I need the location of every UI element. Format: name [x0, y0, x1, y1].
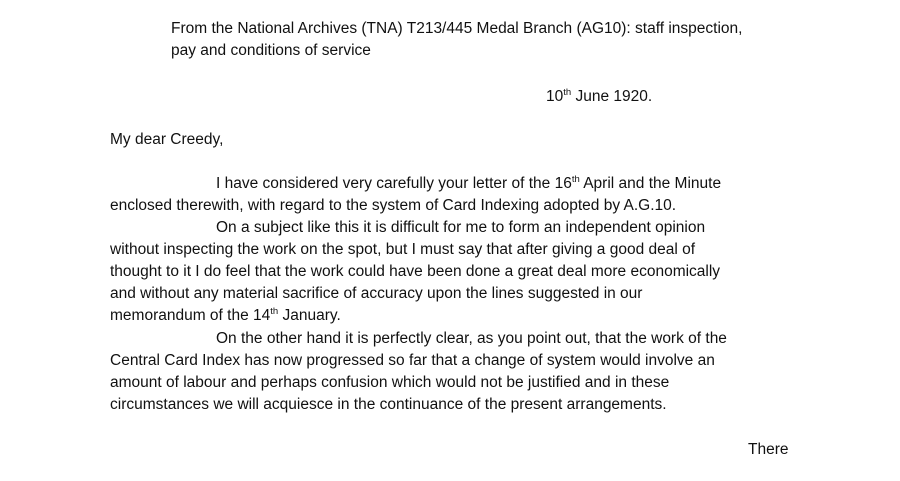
paragraph-3-line-3: amount of labour and perhaps confusion which would not be justified and in these [110, 374, 670, 391]
p1-text-b: April and the Minute [579, 175, 722, 192]
paragraph-1-line-1 [216, 173, 721, 195]
date-rest: June 1920. [571, 88, 653, 105]
paragraph-2-line-5 [110, 305, 341, 327]
paragraph-3-line-2: Central Card Index has now progressed so far that a change of system would involve an [110, 352, 715, 369]
p1-ordinal-suffix: th [571, 174, 580, 185]
archive-header-line-2: pay and conditions of service [171, 42, 371, 59]
date-day: 10 [546, 88, 564, 105]
paragraph-3-line-4: circumstances we will acquiesce in the continuance of the present arrangements. [110, 396, 667, 413]
archive-header-line-1: From the National Archives (TNA) T213/445 Medal Branch (AG10): staff inspection, [171, 20, 743, 37]
paragraph-3-line-1: On the other hand it is perfectly clear, as you point out, that the work of the [216, 330, 727, 347]
paragraph-2-line-2: without inspecting the work on the spot, but I must say that after giving a good deal of [110, 241, 696, 258]
paragraph-2-line-1: On a subject like this it is difficult for me to form an independent opinion [216, 219, 706, 236]
paragraph-2-line-4: and without any material sacrifice of accuracy upon the lines suggested in our [110, 285, 643, 302]
p2-text-b: January. [278, 307, 341, 324]
p1-text-a: I have considered very carefully your letter of the 16 [216, 175, 572, 192]
p2-ordinal-suffix: th [270, 306, 279, 317]
p2-text-a: memorandum of the 14 [110, 307, 271, 324]
salutation: My dear Creedy, [110, 131, 224, 148]
paragraph-1-line-2: enclosed therewith, with regard to the system of Card Indexing adopted by A.G.10. [110, 197, 677, 214]
date-day-suffix: th [563, 87, 572, 98]
letter-date [546, 86, 652, 108]
paragraph-2-line-3: thought to it I do feel that the work could have been done a great deal more economically [110, 263, 721, 280]
catchword: There [748, 441, 789, 458]
